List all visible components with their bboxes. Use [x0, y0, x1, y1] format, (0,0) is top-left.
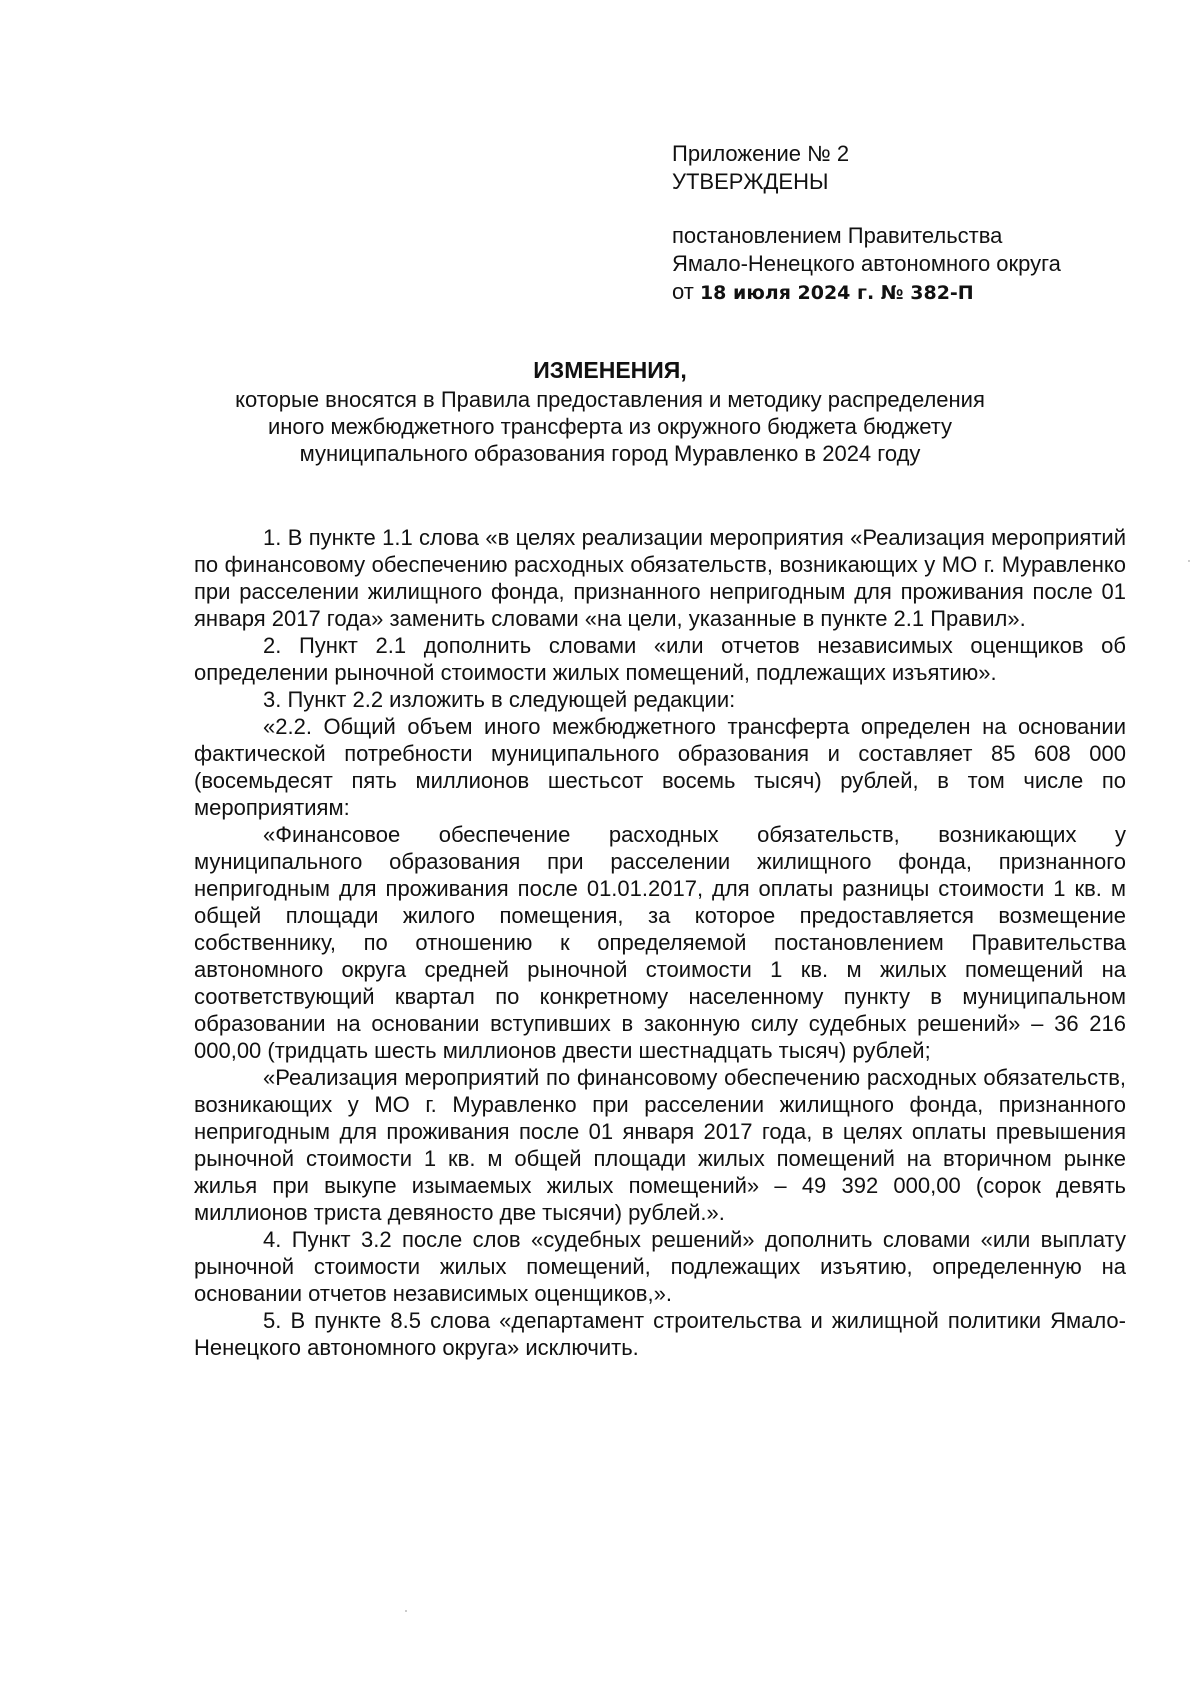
appendix-label: Приложение № 2	[672, 141, 850, 166]
paragraph-item-1: 1. В пункте 1.1 слова «в целях реализации мероприятия «Реализация мероприятий по финансовому обеспечению расходных обязательств, возникающих у МО г. Муравленко при расселении жилищного фонда, признанного непригодным для проживания после 01 января 2017 года» заменить словами «на цели, указанные в пункте 2.1 Правил».	[194, 525, 1126, 631]
paragraph-item-3: 3. Пункт 2.2 изложить в следующей редакции:	[263, 687, 736, 712]
paragraph-item-4: 4. Пункт 3.2 после слов «судебных решений» дополнить словами «или выплату рыночной стоимости жилых помещений, подлежащих изъятию, определенную на основании отчетов независимых оценщиков,».	[194, 1227, 1126, 1306]
document-body	[194, 524, 1126, 1361]
document-title	[150, 357, 1070, 467]
paragraph-item-5: 5. В пункте 8.5 слова «департамент строительства и жилищной политики Ямало-Ненецкого автономного округа» исключить.	[194, 1308, 1126, 1360]
title-heading: ИЗМЕНЕНИЯ,	[533, 357, 687, 383]
decree-date: 18 июля 2024 г. № 382-П	[699, 282, 974, 304]
paragraph-item-2: 2. Пункт 2.1 дополнить словами «или отчетов независимых оценщиков об определении рыночной стоимости жилых помещений, подлежащих изъятию».	[194, 633, 1126, 685]
scan-speck	[1188, 560, 1190, 562]
decree-line-1: постановлением Правительства	[672, 223, 1003, 248]
title-line-3: муниципального образования город Муравленко в 2024 году	[299, 441, 921, 466]
decree-line-2: Ямало-Ненецкого автономного округа	[672, 251, 1061, 276]
decree-date-line	[672, 278, 1152, 307]
paragraph-item-3-text: «2.2. Общий объем иного межбюджетного трансферта определен на основании фактической потребности муниципального образования и составляет 85 608 000 (восемьдесят пять миллионов шестьсот восемь тысяч) рублей, в том числе по мероприятиям:	[194, 714, 1126, 820]
approval-header	[672, 140, 1152, 307]
paragraph-measure-1: «Финансовое обеспечение расходных обязательств, возникающих у муниципального образования при расселении жилищного фонда, признанного непригодным для проживания после 01.01.2017, для оплаты разницы стоимости 1 кв. м общей площади жилого помещения, за которое предоставляется возмещение собственнику, по отношению к определяемой постановлением Правительства автономного округа средней рыночной стоимости 1 кв. м жилых помещений на соответствующий квартал по конкретному населенному пункту в муниципальном образовании на основании вступивших в законную силу судебных решений» – 36 216 000,00 (тридцать шесть миллионов двести шестнадцать тысяч) рублей;	[194, 822, 1126, 1063]
approved-label: УТВЕРЖДЕНЫ	[672, 169, 829, 194]
date-prefix: от	[672, 279, 694, 304]
scan-speck	[405, 1610, 407, 1612]
paragraph-measure-2: «Реализация мероприятий по финансовому обеспечению расходных обязательств, возникающих у МО г. Муравленко при расселении жилищного фонда, признанного непригодным для проживания после 01 января 2017 года, в целях оплаты превышения рыночной стоимости 1 кв. м общей площади жилых помещений на вторичном рынке жилья при выкупе изымаемых жилых помещений» – 49 392 000,00 (сорок девять миллионов триста девяносто две тысячи) рублей.».	[194, 1065, 1126, 1225]
title-line-1: которые вносятся в Правила предоставления и методику распределения	[235, 387, 985, 412]
title-line-2: иного межбюджетного трансферта из окружного бюджета бюджету	[267, 414, 953, 439]
